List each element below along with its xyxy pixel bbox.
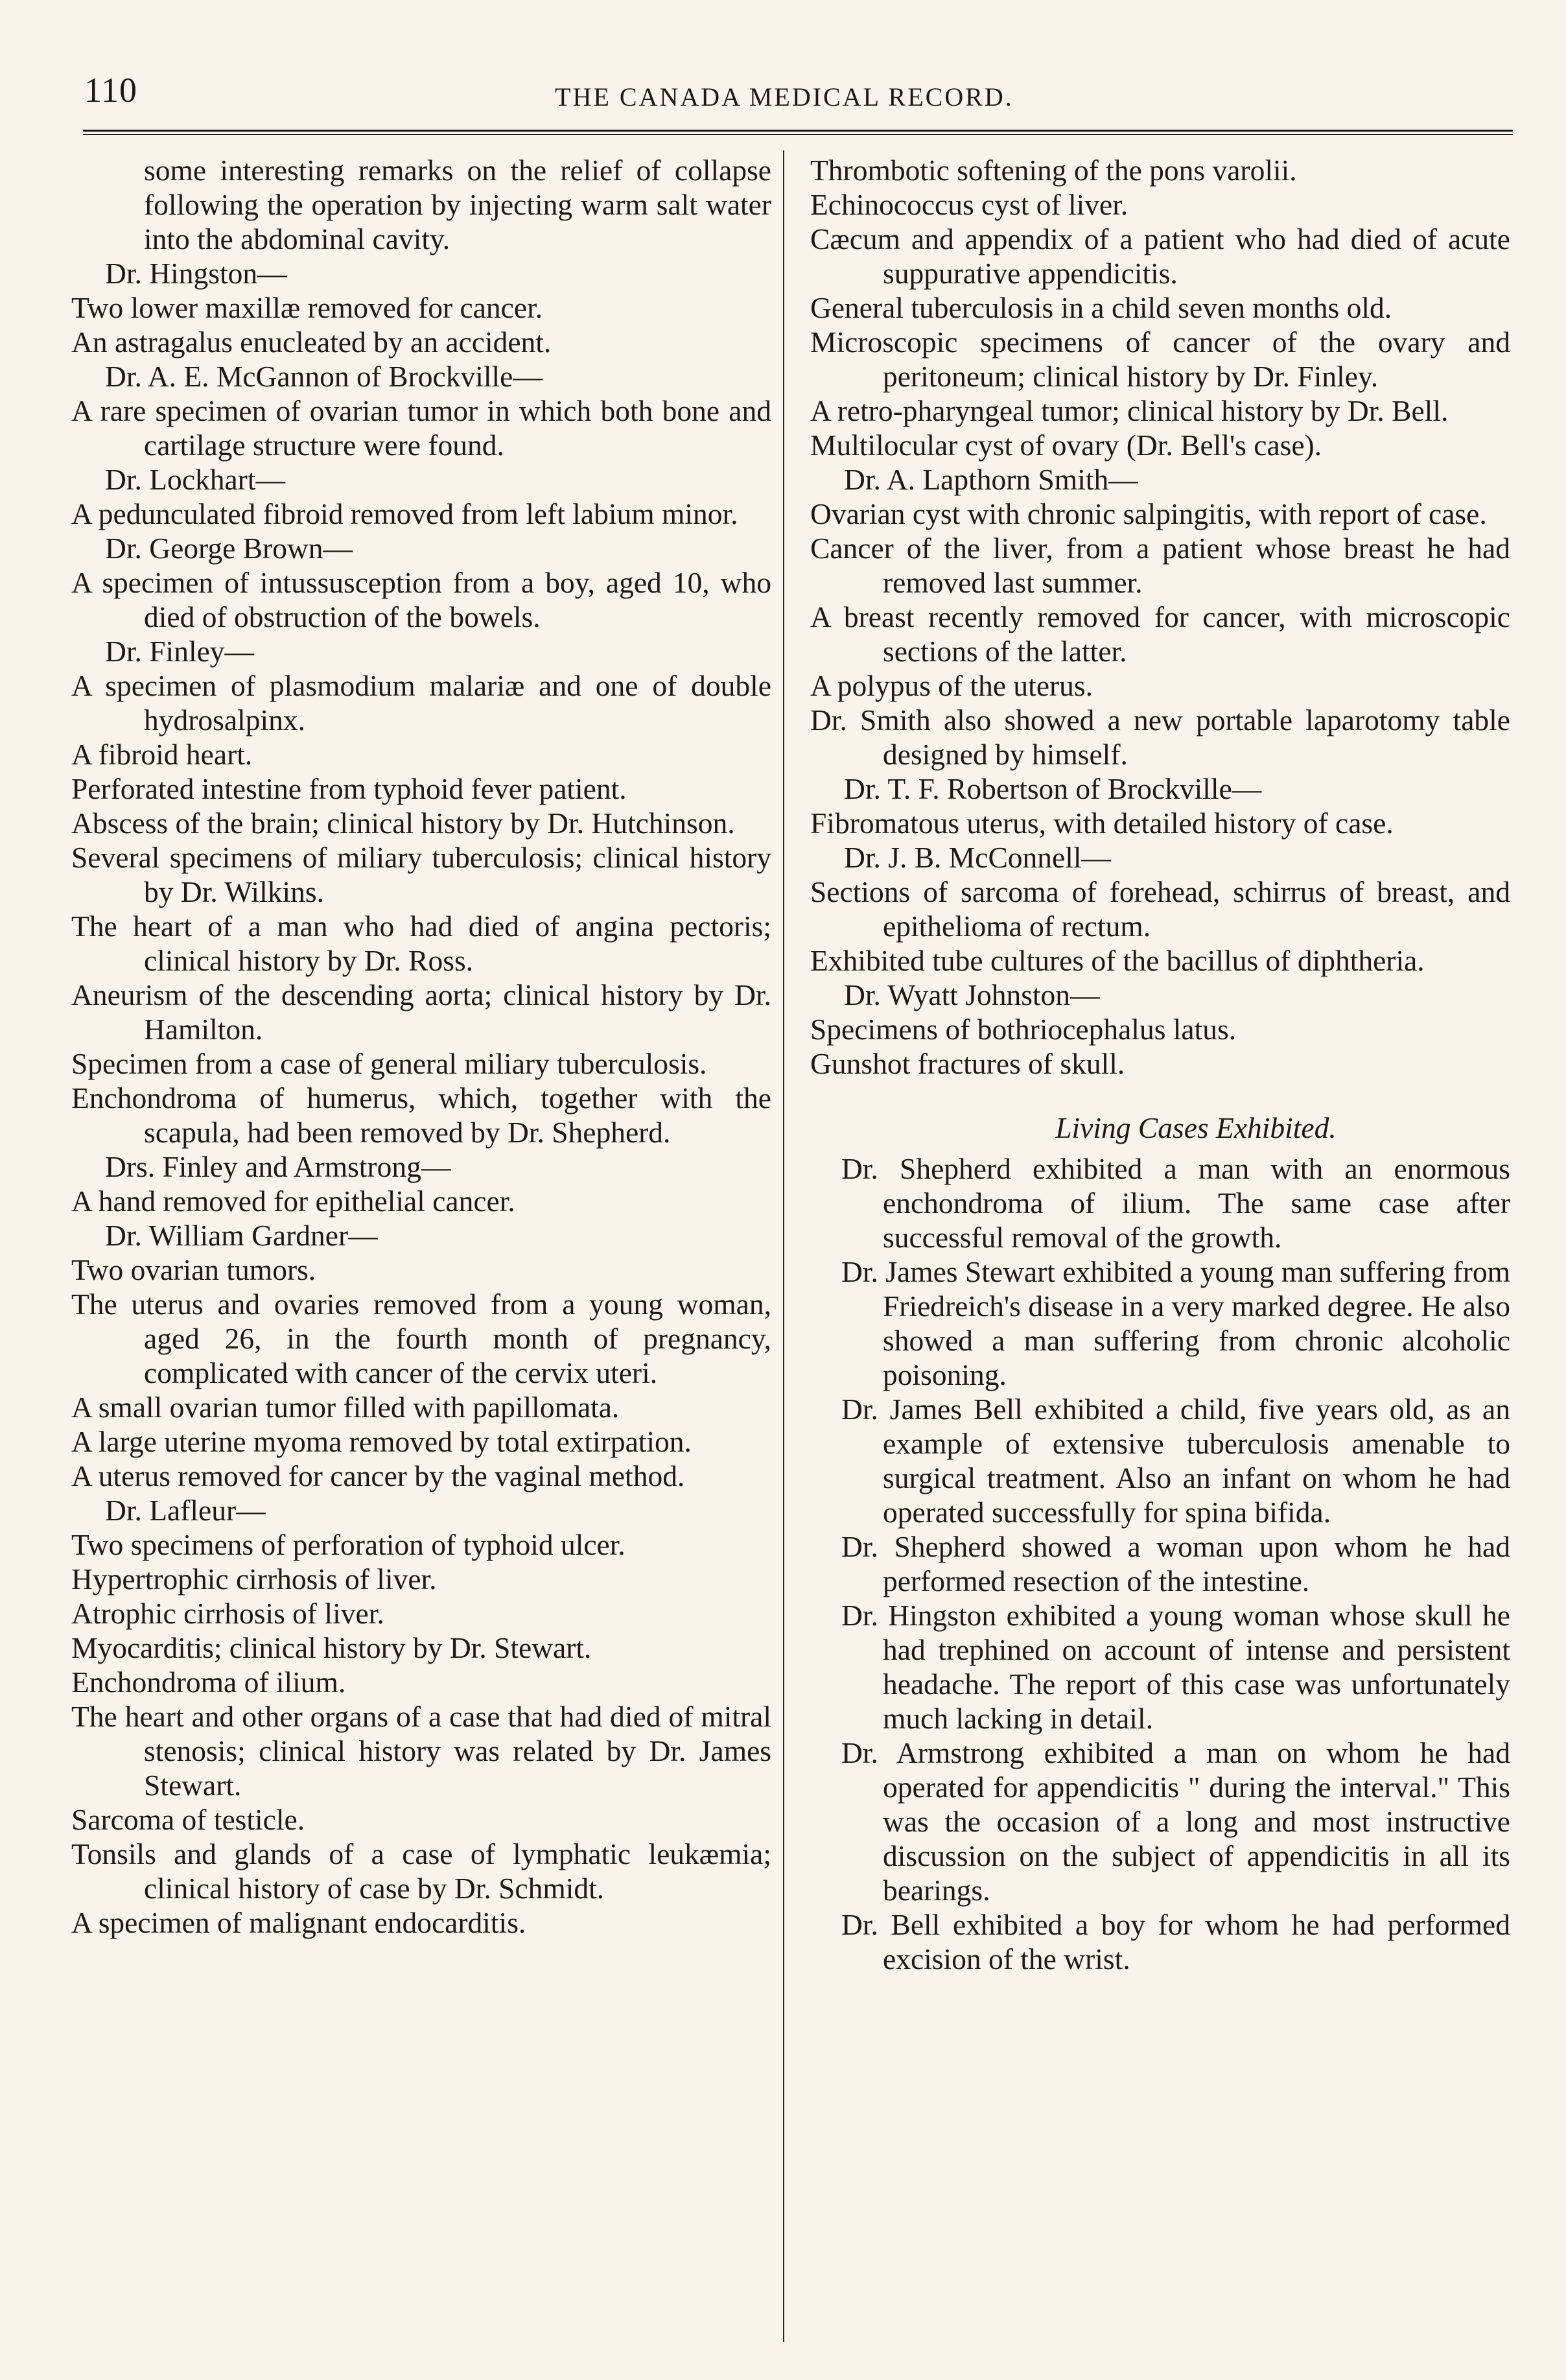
specimen-entry: An astragalus enucleated by an accident. — [71, 325, 552, 359]
specimen-entry: Ovarian cyst with chronic salpingitis, with report of case. — [810, 497, 1487, 530]
contributor-name: Dr. Lockhart— — [105, 463, 285, 496]
specimen-entry: Aneurism of the descending aorta; clinical history by Dr. Hamilton. — [71, 978, 771, 1046]
specimen-entry: Cancer of the liver, from a patient whose breast he had removed last summer. — [810, 532, 1510, 599]
specimen-entry: Specimen from a case of general miliary tuberculosis. — [71, 1047, 707, 1080]
specimen-entry: A retro-pharyngeal tumor; clinical history by Dr. Bell. — [810, 394, 1449, 427]
specimen-entry: Atrophic cirrhosis of liver. — [71, 1597, 384, 1630]
specimen-entry: Perforated intestine from typhoid fever patient. — [71, 772, 627, 805]
specimen-entry: Two lower maxillæ removed for cancer. — [71, 291, 543, 324]
specimen-entry: The uterus and ovaries removed from a young woman, aged 26, in the fourth month of pregnancy, complicated with cancer of the cervix uteri. — [71, 1288, 771, 1389]
page-number: 110 — [84, 71, 137, 110]
specimen-entry: A specimen of intussusception from a boy, aged 10, who died of obstruction of the bowels. — [71, 566, 771, 633]
case-paragraph: Dr. Shepherd exhibited a man with an enormous enchondroma of ilium. The same case after successful removal of the growth. — [841, 1152, 1510, 1254]
contributor-name: Dr. A. E. McGannon of Brockville— — [105, 360, 543, 393]
header-rule — [83, 130, 1513, 135]
specimen-entry: Sarcoma of testicle. — [71, 1803, 305, 1836]
page-header — [84, 70, 1484, 122]
specimen-entry: Multilocular cyst of ovary (Dr. Bell's case). — [810, 429, 1322, 462]
running-title: THE CANADA MEDICAL RECORD. — [555, 82, 1014, 112]
contributor-name: Dr. J. B. McConnell— — [844, 841, 1112, 874]
contributor-name: Dr. T. F. Robertson of Brockville— — [844, 772, 1262, 805]
specimen-entry: A breast recently removed for cancer, with microscopic sections of the latter. — [810, 600, 1510, 668]
specimen-entry: Gunshot fractures of skull. — [810, 1047, 1125, 1080]
case-paragraph: Dr. Hingston exhibited a young woman whose skull he had trephined on account of intense and persistent headache. The report of this case was unfortunately much lacking in detail. — [841, 1599, 1510, 1735]
specimen-entry: Dr. Smith also showed a new portable laparotomy table designed by himself. — [810, 703, 1510, 771]
specimen-entry: A specimen of malignant endocarditis. — [71, 1906, 526, 1939]
section-heading: Living Cases Exhibited. — [1055, 1111, 1337, 1144]
specimen-entry: The heart of a man who had died of angina pectoris; clinical history by Dr. Ross. — [71, 910, 771, 977]
specimen-entry: Specimens of bothriocephalus latus. — [810, 1013, 1237, 1046]
contributor-name: Dr. Wyatt Johnston— — [844, 978, 1100, 1011]
continued-text: some interesting remarks on the relief of collapse following the operation by injecting warm salt water into the abdominal cavity. — [144, 154, 771, 255]
specimen-entry: A rare specimen of ovarian tumor in which both bone and cartilage structure were found. — [71, 394, 771, 462]
specimen-entry: Two specimens of perforation of typhoid ulcer. — [71, 1528, 625, 1561]
case-paragraph: Dr. Bell exhibited a boy for whom he had performed excision of the wrist. — [841, 1908, 1510, 1975]
specimen-entry: Hypertrophic cirrhosis of liver. — [71, 1562, 437, 1596]
contributor-name: Dr. William Gardner— — [105, 1219, 378, 1252]
column-divider — [783, 150, 784, 2342]
specimen-entry: Myocarditis; clinical history by Dr. Stewart. — [71, 1631, 592, 1664]
specimen-entry: A fibroid heart. — [71, 738, 253, 771]
contributor-name: Dr. Finley— — [105, 635, 255, 668]
specimen-entry: A hand removed for epithelial cancer. — [71, 1184, 515, 1218]
specimen-entry: A small ovarian tumor filled with papillomata. — [71, 1391, 620, 1424]
specimen-entry: Exhibited tube cultures of the bacillus of diphtheria. — [810, 944, 1425, 977]
specimen-entry: A pedunculated fibroid removed from left labium minor. — [71, 497, 738, 530]
specimen-entry: Abscess of the brain; clinical history by Dr. Hutchinson. — [71, 807, 735, 840]
contributor-name: Dr. George Brown— — [105, 532, 353, 565]
case-paragraph: Dr. James Stewart exhibited a young man suffering from Friedreich's disease in a very marked degree. He also showed a man suffering from chronic alcoholic poisoning. — [841, 1255, 1510, 1391]
specimen-entry: A polypus of the uterus. — [810, 669, 1093, 702]
case-paragraph: Dr. Armstrong exhibited a man on whom he had operated for appendicitis " during the interval." This was the occasion of a long and most instructive discussion on the subject of appendicitis in all its bearings. — [841, 1736, 1510, 1907]
specimen-entry: Fibromatous uterus, with detailed history of case. — [810, 807, 1394, 840]
specimen-entry: Enchondroma of ilium. — [71, 1666, 346, 1699]
specimen-entry: A large uterine myoma removed by total extirpation. — [71, 1425, 692, 1458]
specimen-entry: A specimen of plasmodium malariæ and one of double hydrosalpinx. — [71, 669, 771, 736]
specimen-entry: Sections of sarcoma of forehead, schirrus of breast, and epithelioma of rectum. — [810, 875, 1510, 943]
specimen-entry: Two ovarian tumors. — [71, 1253, 316, 1286]
specimen-entry: Several specimens of miliary tuberculosis; clinical history by Dr. Wilkins. — [71, 841, 771, 908]
specimen-entry: Echinococcus cyst of liver. — [810, 188, 1128, 221]
specimen-entry: Cæcum and appendix of a patient who had died of acute suppurative appendicitis. — [810, 222, 1510, 290]
contributor-name: Drs. Finley and Armstrong— — [105, 1150, 451, 1183]
left-column — [71, 153, 771, 1940]
specimen-entry: A uterus removed for cancer by the vaginal method. — [71, 1459, 685, 1492]
specimen-entry: Enchondroma of humerus, which, together with the scapula, had been removed by Dr. Shepherd. — [71, 1081, 771, 1149]
case-paragraph: Dr. Shepherd showed a woman upon whom he had performed resection of the intestine. — [841, 1530, 1510, 1597]
contributor-name: Dr. Hingston— — [105, 257, 287, 290]
contributor-name: Dr. A. Lapthorn Smith— — [844, 463, 1138, 496]
specimen-entry: Microscopic specimens of cancer of the ovary and peritoneum; clinical history by Dr. Finley. — [810, 325, 1510, 393]
case-paragraph: Dr. James Bell exhibited a child, five years old, as an example of extensive tuberculosis amenable to surgical treatment. Also an infant on whom he had operated successfully for spina bifida. — [841, 1393, 1510, 1529]
contributor-name: Dr. Lafleur— — [105, 1494, 266, 1527]
specimen-entry: General tuberculosis in a child seven months old. — [810, 291, 1392, 324]
specimen-entry: Tonsils and glands of a case of lymphatic leukæmia; clinical history of case by Dr. Schmidt. — [71, 1837, 771, 1905]
right-column — [810, 153, 1510, 1976]
specimen-entry: Thrombotic softening of the pons varolii. — [810, 154, 1297, 187]
specimen-entry: The heart and other organs of a case that had died of mitral stenosis; clinical history was related by Dr. James Stewart. — [71, 1700, 771, 1802]
